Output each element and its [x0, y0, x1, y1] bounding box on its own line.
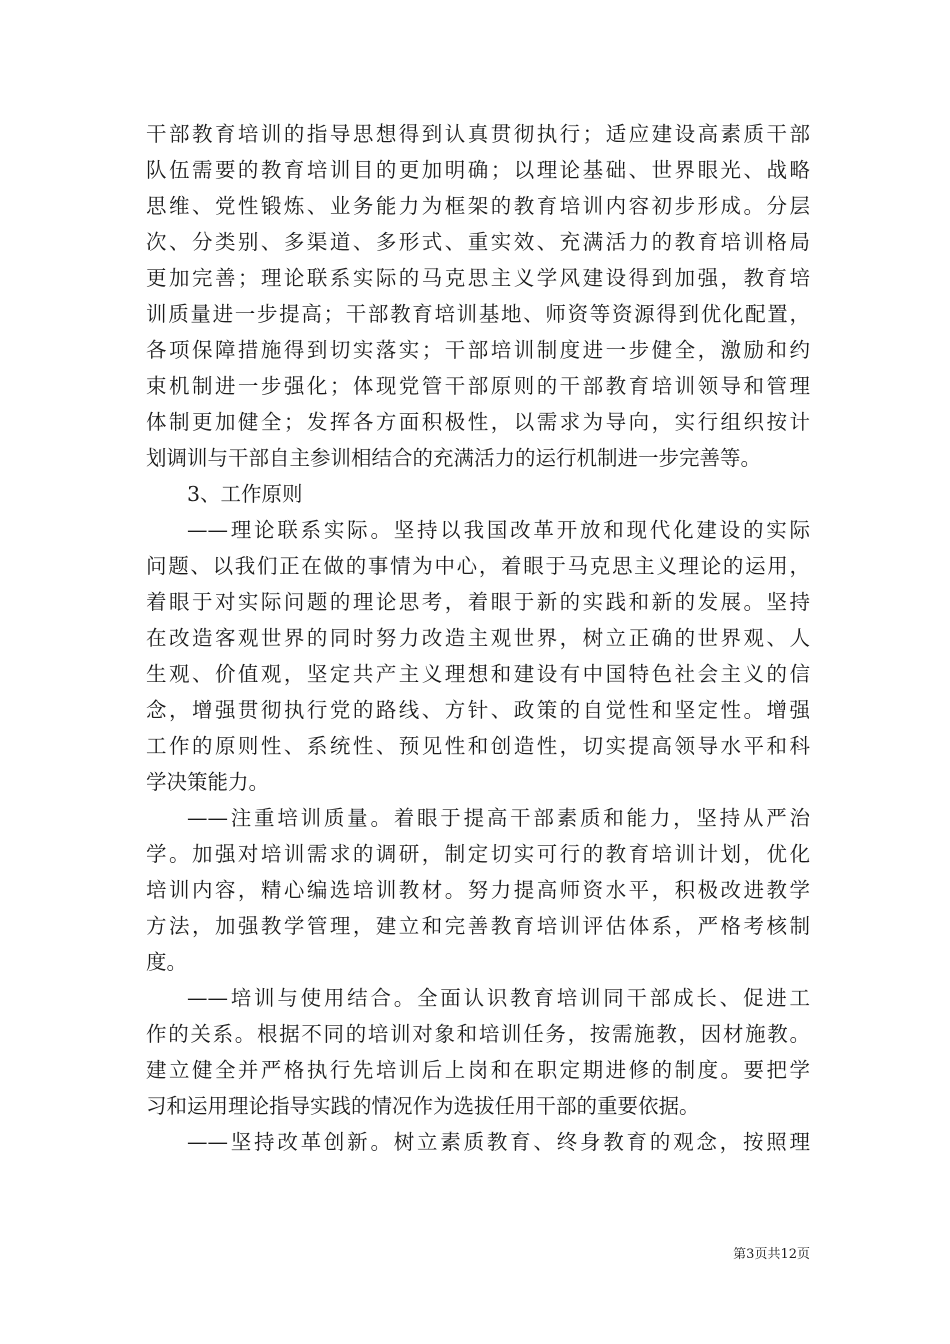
text-line: 方法，加强教学管理，建立和完善教育培训评估体系，严格考核制: [146, 914, 810, 938]
text-line: 习和运用理论指导实践的情况作为选拔任用干部的重要依据。: [146, 1094, 700, 1118]
text-line: 学。加强对培训需求的调研，制定切实可行的教育培训计划，优化: [146, 842, 810, 866]
text-line: ——注重培训质量。着眼于提高干部素质和能力，坚持从严治: [187, 806, 810, 830]
text-line: 3、工作原则: [187, 482, 303, 506]
text-line: 训质量进一步提高；干部教育培训基地、师资等资源得到优化配置，: [146, 302, 810, 326]
text-line: 干部教育培训的指导思想得到认真贯彻执行；适应建设高素质干部: [146, 122, 810, 146]
text-line: 思维、党性锻炼、业务能力为框架的教育培训内容初步形成。分层: [146, 194, 810, 218]
page-number: 第3页共12页: [733, 1247, 810, 1262]
text-line: 各项保障措施得到切实落实；干部培训制度进一步健全，激励和约: [146, 338, 810, 362]
text-line: ——培训与使用结合。全面认识教育培训同干部成长、促进工: [187, 986, 810, 1010]
text-line: 建立健全并严格执行先培训后上岗和在职定期进修的制度。要把学: [146, 1058, 810, 1082]
text-line: 度。: [146, 950, 187, 974]
text-line: ——坚持改革创新。树立素质教育、终身教育的观念，按照理: [187, 1130, 810, 1154]
text-line: 念，增强贯彻执行党的路线、方针、政策的自觉性和坚定性。增强: [146, 698, 810, 722]
text-line: 着眼于对实际问题的理论思考，着眼于新的实践和新的发展。坚持: [146, 590, 810, 614]
text-line: 学决策能力。: [146, 770, 269, 794]
text-line: 队伍需要的教育培训目的更加明确；以理论基础、世界眼光、战略: [146, 158, 810, 182]
text-line: 在改造客观世界的同时努力改造主观世界，树立正确的世界观、人: [146, 626, 810, 650]
text-line: 问题、以我们正在做的事情为中心，着眼于马克思主义理论的运用，: [146, 554, 810, 578]
text-line: 作的关系。根据不同的培训对象和培训任务，按需施教，因材施教。: [146, 1022, 810, 1046]
document-body: [146, 116, 810, 1160]
text-line: ——理论联系实际。坚持以我国改革开放和现代化建设的实际: [187, 518, 810, 542]
text-line: 工作的原则性、系统性、预见性和创造性，切实提高领导水平和科: [146, 734, 810, 758]
text-line: 束机制进一步强化；体现党管干部原则的干部教育培训领导和管理: [146, 374, 810, 398]
text-line: 划调训与干部自主参训相结合的充满活力的运行机制进一步完善等。: [146, 446, 761, 470]
text-line: 次、分类别、多渠道、多形式、重实效、充满活力的教育培训格局: [146, 230, 810, 254]
text-line: 生观、价值观，坚定共产主义理想和建设有中国特色社会主义的信: [146, 662, 810, 686]
text-line: 更加完善；理论联系实际的马克思主义学风建设得到加强，教育培: [146, 266, 810, 290]
text-line: 体制更加健全；发挥各方面积极性，以需求为导向，实行组织按计: [146, 410, 810, 434]
text-line: 培训内容，精心编选培训教材。努力提高师资水平，积极改进教学: [146, 878, 810, 902]
